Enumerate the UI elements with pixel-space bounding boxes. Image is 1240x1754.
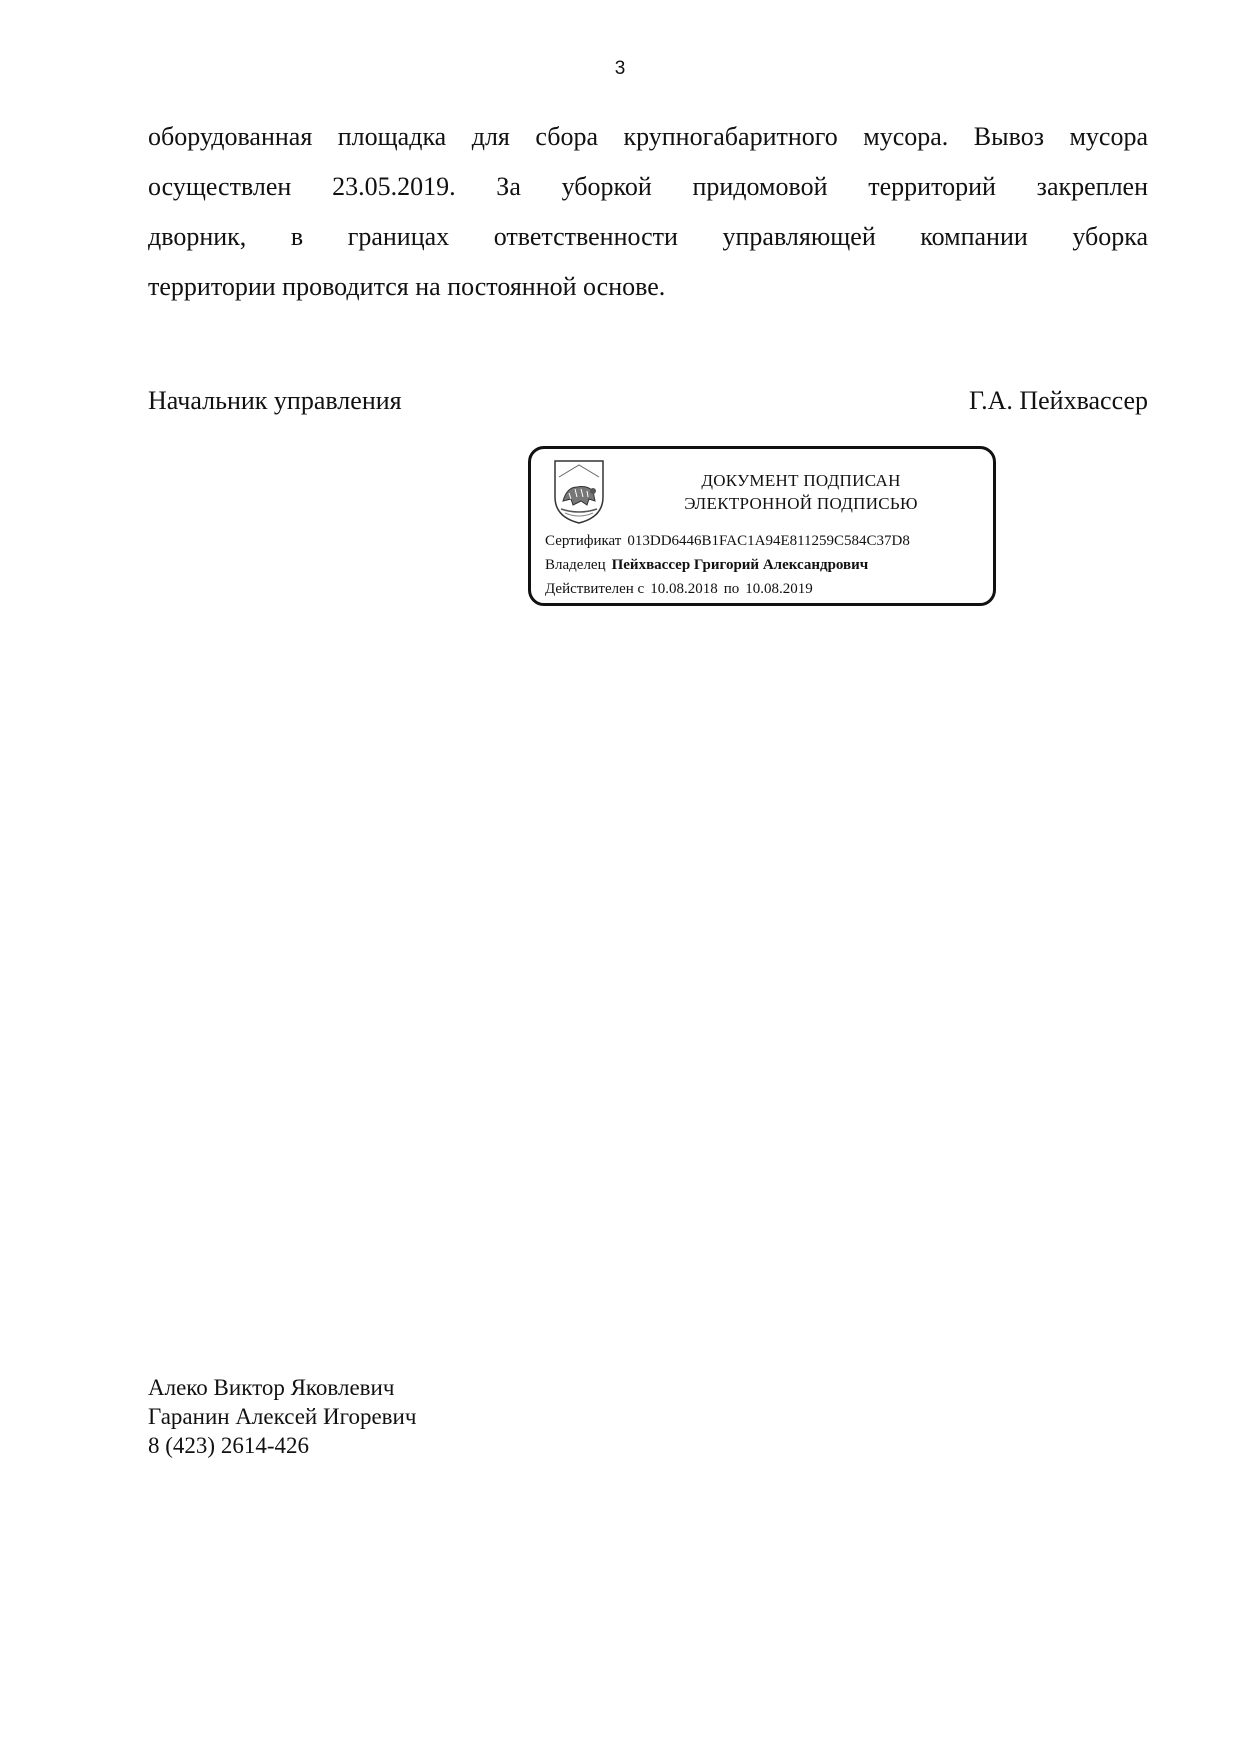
- signature-block: [148, 386, 1148, 416]
- validity-line: [545, 577, 910, 601]
- valid-from: 10.08.2018: [650, 581, 718, 597]
- owner-line: [545, 553, 910, 577]
- valid-label: Действителен с: [545, 581, 645, 597]
- owner-value: Пейхвассер Григорий Александрович: [611, 557, 869, 573]
- signatory-position: Начальник управления: [148, 386, 402, 415]
- valid-to-label: по: [723, 581, 740, 597]
- stamp-heading-line: ДОКУМЕНТ ПОДПИСАН: [701, 471, 901, 490]
- stamp-details: [545, 529, 910, 601]
- certificate-label: Сертификат: [545, 533, 622, 549]
- certificate-line: [545, 529, 910, 553]
- contact-phone: 8 (423) 2614-426: [148, 1433, 309, 1458]
- page-number: 3: [614, 58, 626, 79]
- body-line: дворник, в границах ответственности управляющей компании уборка: [148, 222, 1148, 251]
- signatory-name: Г.А. Пейхвассер: [968, 386, 1148, 415]
- valid-to: 10.08.2019: [745, 581, 813, 597]
- contact-line: Алеко Виктор Яковлевич: [148, 1375, 395, 1400]
- electronic-signature-stamp: [528, 446, 996, 606]
- owner-label: Владелец: [545, 557, 606, 573]
- coat-of-arms-tiger-icon: [551, 457, 607, 527]
- contact-line: Гаранин Алексей Игоревич: [148, 1404, 417, 1429]
- stamp-heading-line: ЭЛЕКТРОННОЙ ПОДПИСЬЮ: [684, 494, 918, 513]
- body-paragraph: [148, 112, 1148, 312]
- body-line: оборудованная площадка для сбора крупногабаритного мусора. Вывоз мусора: [148, 122, 1148, 151]
- contacts-block: [148, 1373, 416, 1460]
- body-line: осуществлен 23.05.2019. За уборкой придомовой территорий закреплен: [148, 172, 1148, 201]
- body-line: территории проводится на постоянной основе.: [148, 272, 666, 301]
- stamp-heading: [621, 469, 981, 515]
- certificate-value: 013DD6446B1FAC1A94E811259C584C37D8: [627, 533, 910, 549]
